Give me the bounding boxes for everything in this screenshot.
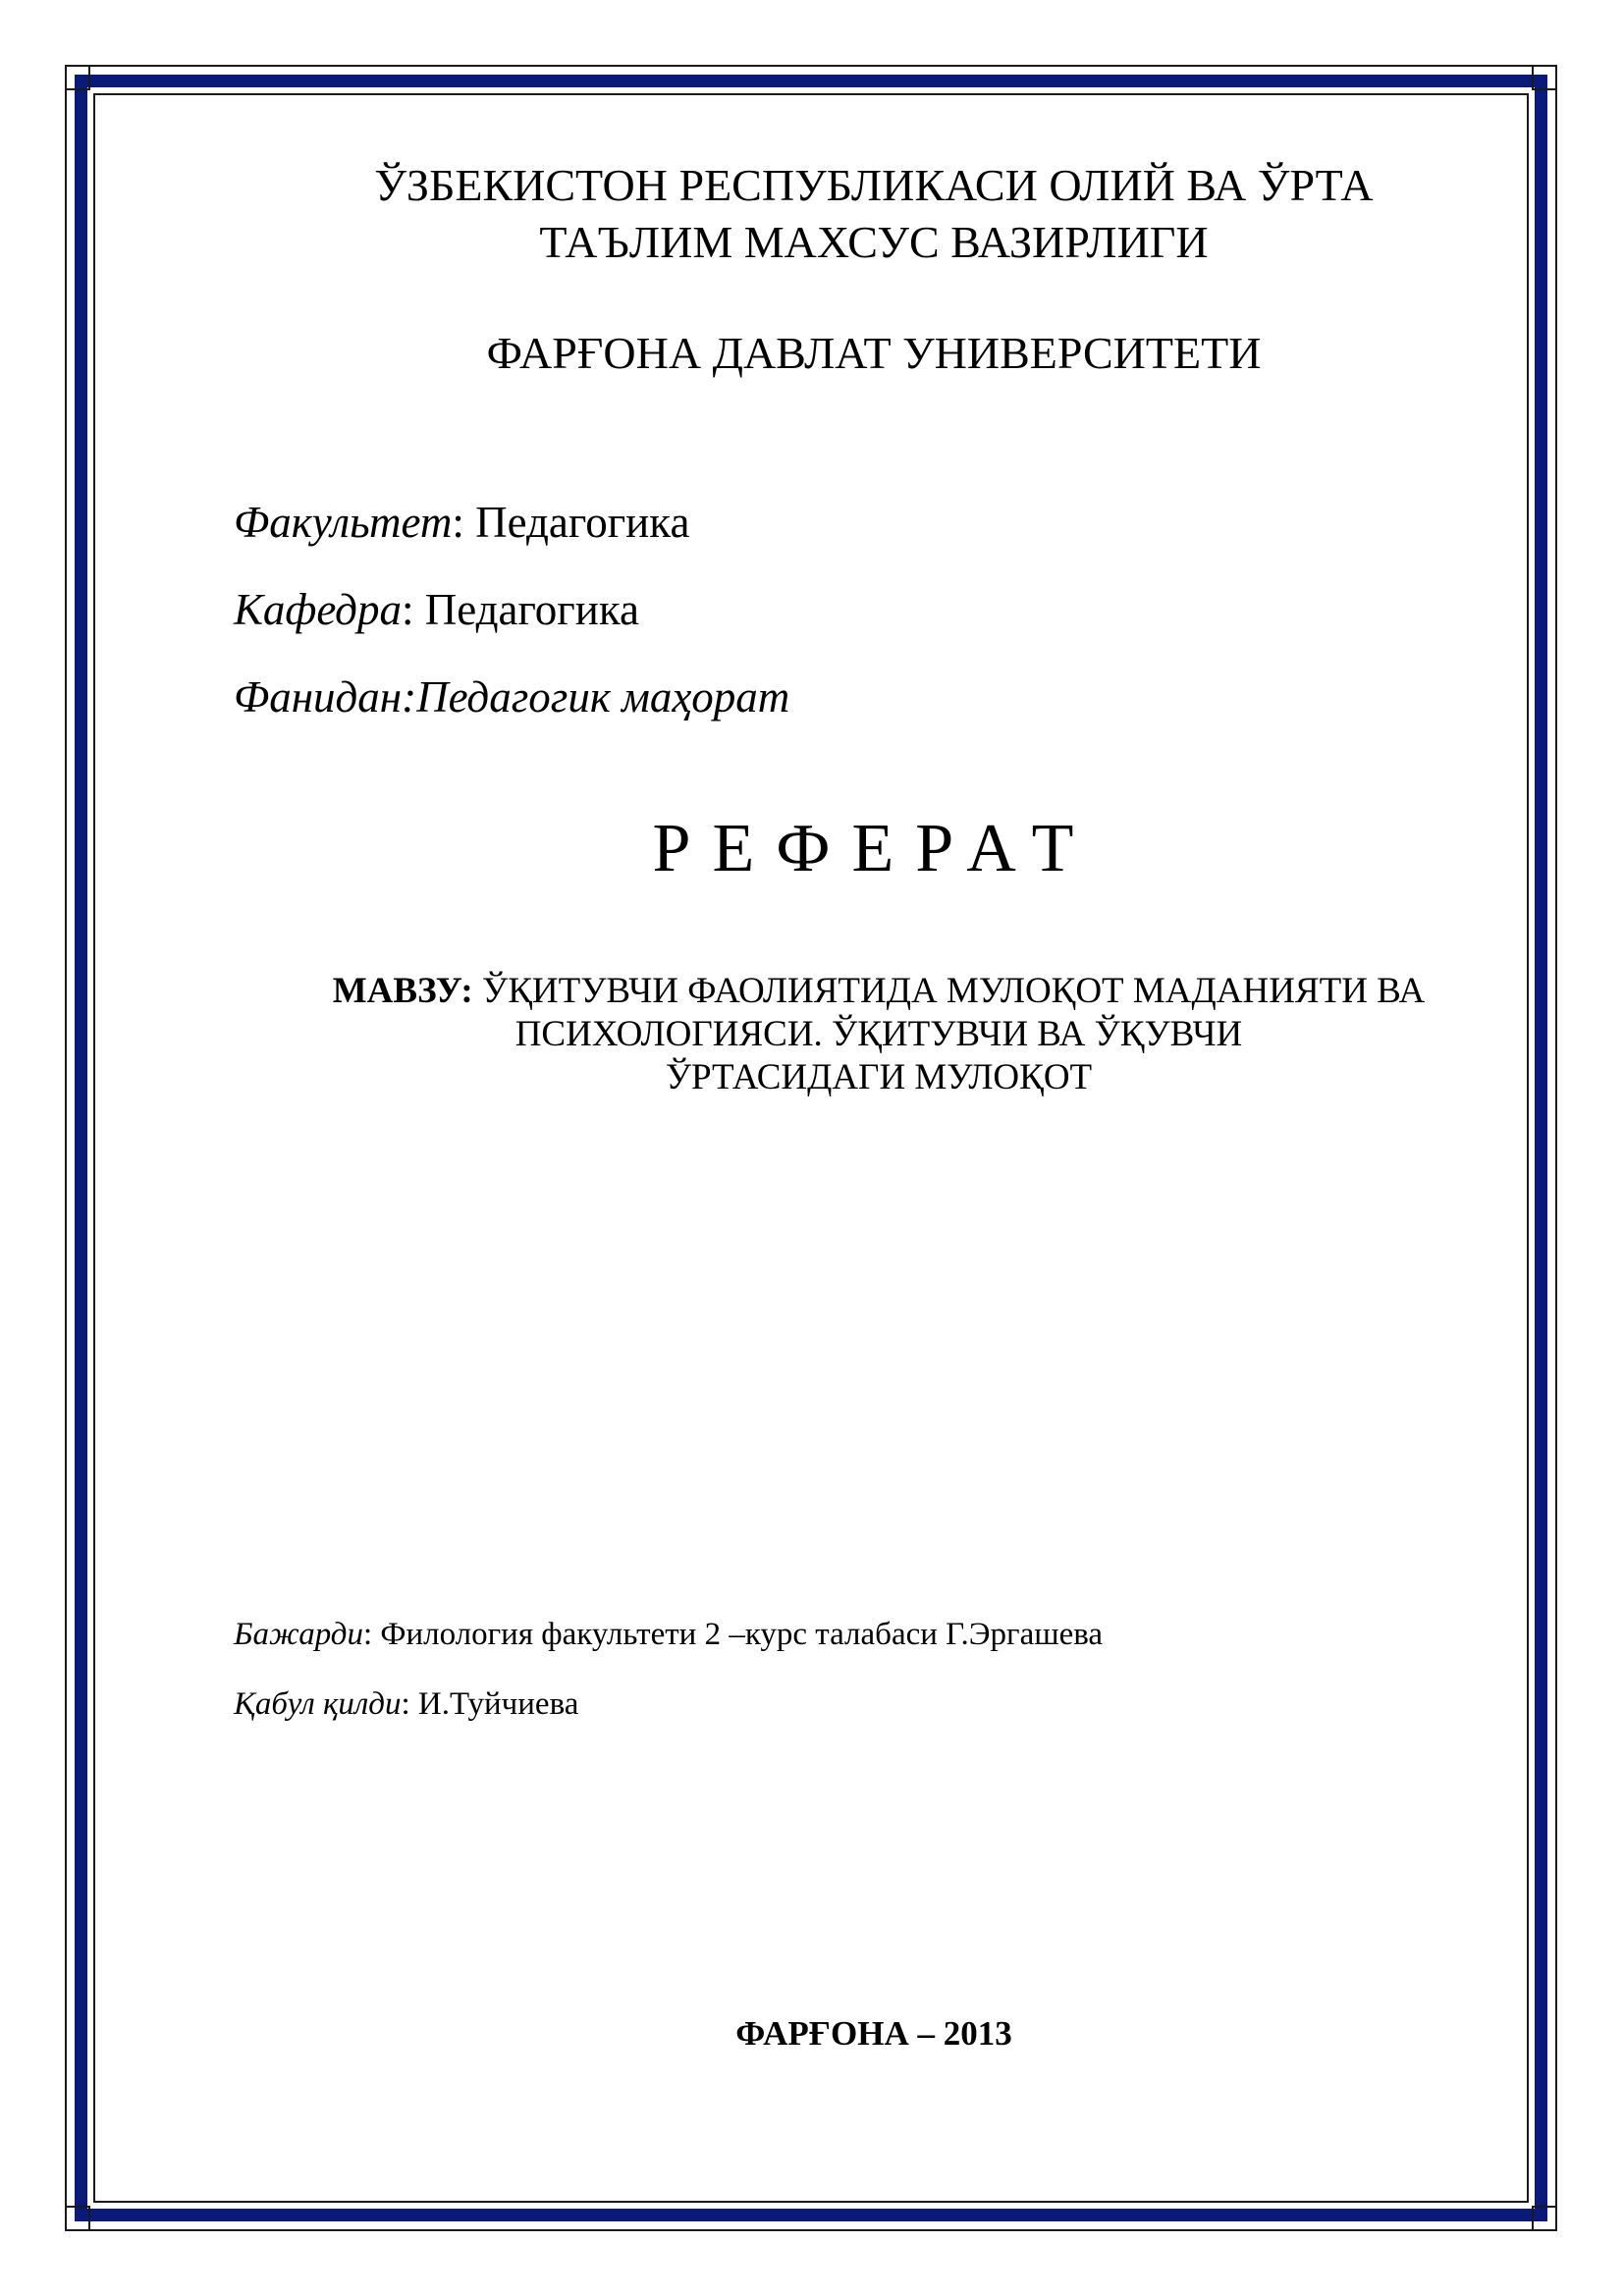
faculty-label: Факультет: [234, 498, 453, 547]
topic-label: МАВЗУ:: [332, 971, 473, 1011]
frame-corner-bottom-right: [1532, 2206, 1557, 2231]
ministry-heading: [285, 157, 1463, 271]
topic-line-3: ЎРТАСИДАГИ МУЛОҚОТ: [665, 1057, 1093, 1097]
department-line: [234, 584, 639, 635]
accepted-label: Қабул қилди: [234, 1686, 402, 1722]
faculty-value: : Педагогика: [452, 498, 690, 547]
topic-block: [275, 970, 1483, 1099]
subject-line: Фанидан:Педагогик маҳорат: [234, 672, 790, 721]
department-value: : Педагогика: [401, 585, 639, 634]
frame-corner-top-left: [65, 65, 90, 90]
ministry-line-2: ТАЪЛИМ МАХСУС ВАЗИРЛИГИ: [539, 217, 1209, 267]
city-year-footer: ФАРҒОНА – 2013: [735, 2014, 1012, 2053]
document-type-title: РЕФЕРАТ: [652, 811, 1096, 886]
performed-by-line: [234, 1617, 1103, 1653]
performed-value: : Филология факультети 2 –курс талабаси Г.Эргашева: [362, 1617, 1104, 1652]
frame-corner-top-right: [1532, 65, 1557, 90]
faculty-line: [234, 497, 689, 548]
topic-line-2: ПСИХОЛОГИЯСИ. ЎҚИТУВЧИ ВА ЎҚУВЧИ: [514, 1014, 1243, 1054]
accepted-by-line: [234, 1686, 578, 1723]
department-label: Кафедра: [234, 585, 402, 634]
ministry-line-1: ЎЗБЕКИСТОН РЕСПУБЛИКАСИ ОЛИЙ ВА ЎРТА: [374, 160, 1374, 210]
topic-text-1: ЎҚИТУВЧИ ФАОЛИЯТИДА МУЛОҚОТ МАДАНИЯТИ ВА: [472, 971, 1426, 1011]
university-name: ФАРҒОНА ДАВЛАТ УНИВЕРСИТЕТИ: [486, 328, 1262, 378]
performed-label: Бажарди: [234, 1617, 363, 1652]
topic-line-1: [275, 970, 1483, 1013]
page-frame-inner: [93, 93, 1529, 2203]
accepted-value: : И.Туйчиева: [401, 1686, 579, 1722]
frame-corner-bottom-left: [65, 2206, 90, 2231]
